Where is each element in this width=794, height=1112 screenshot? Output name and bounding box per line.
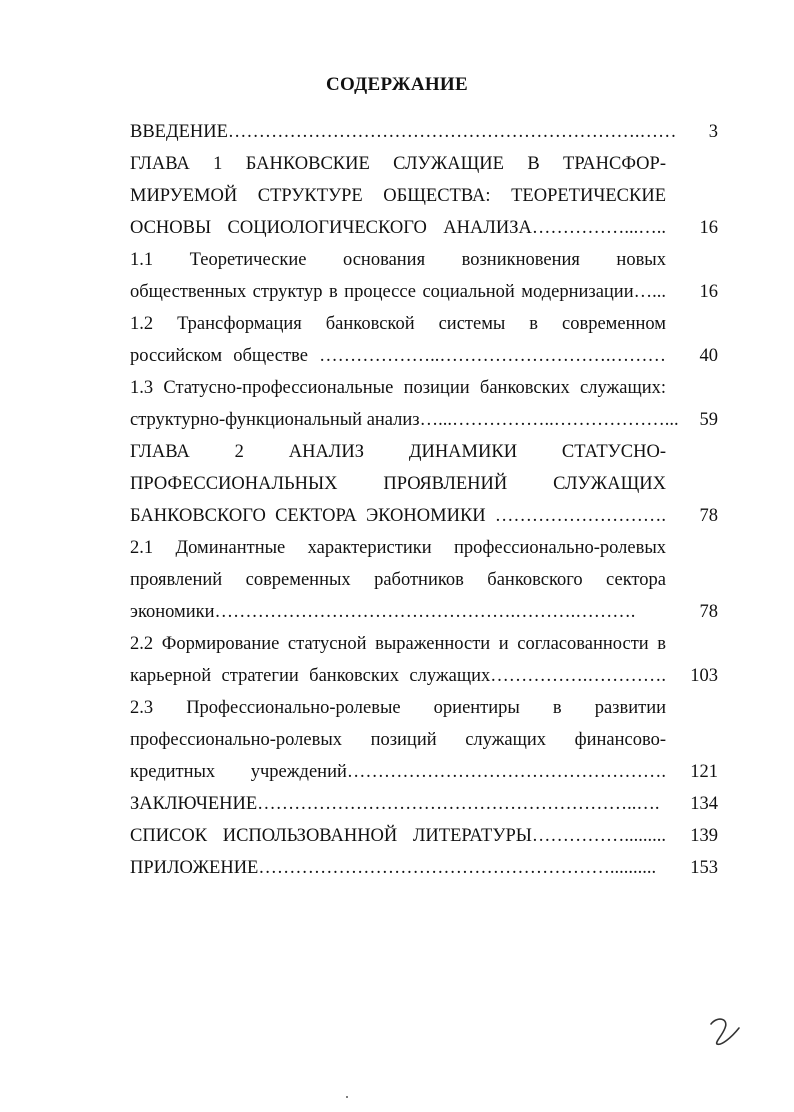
toc-entry-title — [130, 532, 666, 628]
toc-page-number: 78 — [699, 506, 718, 526]
toc-entry-line: ПРИЛОЖЕНИЕ………………………………………………….......... — [130, 858, 657, 878]
toc-page-number: 16 — [699, 218, 718, 238]
toc-entry — [130, 532, 720, 628]
toc-entry-title — [130, 244, 666, 308]
toc-entry — [130, 852, 720, 884]
toc-entry-title — [130, 308, 666, 372]
toc-entry-title — [130, 788, 666, 820]
toc-entry-line: 1.3 Статусно-профессиональные позиции банковских служащих: — [130, 378, 666, 398]
toc-entry-line: 1.2 Трансформация банковской системы в современном — [130, 314, 666, 334]
toc-entry-line: экономики………………………………………….……….………. — [130, 602, 636, 622]
toc-entry-line: ГЛАВА 1 БАНКОВСКИЕ СЛУЖАЩИЕ В ТРАНСФОР- — [130, 154, 666, 174]
toc-entry-line: МИРУЕМОЙ СТРУКТУРЕ ОБЩЕСТВА: ТЕОРЕТИЧЕСКИЕ — [130, 186, 666, 206]
toc-page-number: 3 — [708, 122, 718, 142]
toc-entry-line: общественных структур в процессе социальной модернизации…... — [130, 282, 666, 302]
toc-entry-line: ВВЕДЕНИЕ………………………………………………………….…… — [130, 122, 677, 142]
toc-entry-line: структурно-функциональный анализ…...……………..………………... — [130, 410, 679, 430]
scan-speck — [346, 1096, 348, 1098]
toc-entry — [130, 116, 720, 148]
toc-entry-line: 2.1 Доминантные характеристики профессионально-ролевых — [130, 538, 666, 558]
toc-entry-title — [130, 692, 666, 788]
toc-entry-title — [130, 852, 666, 884]
toc-entry-line: российском обществе ………………..……………………….……… — [130, 346, 666, 366]
toc-page-number: 103 — [690, 666, 718, 686]
toc-entry-title — [130, 436, 666, 532]
toc-page-number: 16 — [699, 282, 718, 302]
toc-entry-line: карьерной стратегии банковских служащих…………….…………. — [130, 666, 666, 686]
toc-entry — [130, 372, 720, 436]
toc-page-number: 139 — [690, 826, 718, 846]
toc-entry-line: проявлений современных работников банковского сектора — [130, 570, 666, 590]
toc-entry-title — [130, 148, 666, 244]
toc-entry-title — [130, 820, 666, 852]
toc-entry-line: ПРОФЕССИОНАЛЬНЫХ ПРОЯВЛЕНИЙ СЛУЖАЩИХ — [130, 474, 666, 494]
page-title: СОДЕРЖАНИЕ — [326, 74, 468, 95]
toc-entry-line: БАНКОВСКОГО СЕКТОРА ЭКОНОМИКИ ………………………. — [130, 506, 666, 526]
toc-entry — [130, 244, 720, 308]
toc-entry-title — [130, 372, 679, 436]
toc-entry — [130, 436, 720, 532]
toc-entry — [130, 788, 720, 820]
toc-entry — [130, 148, 720, 244]
toc-page-number: 121 — [690, 762, 718, 782]
toc-entry-line: ОСНОВЫ СОЦИОЛОГИЧЕСКОГО АНАЛИЗА……………...….. — [130, 218, 666, 238]
toc-page-number: 59 — [699, 410, 718, 430]
toc-entry — [130, 628, 720, 692]
toc-entry-title — [130, 628, 666, 692]
toc-entry — [130, 308, 720, 372]
toc-page-number: 40 — [699, 346, 718, 366]
toc-page-number: 134 — [690, 794, 718, 814]
toc-entry-line: профессионально-ролевых позиций служащих финансово- — [130, 730, 666, 750]
toc-entry-line: 2.3 Профессионально-ролевые ориентиры в развитии — [130, 698, 666, 718]
toc-page-number: 78 — [699, 602, 718, 622]
toc-entry-line: ЗАКЛЮЧЕНИЕ……………………………………………………..…. — [130, 794, 660, 814]
handwritten-page-number — [705, 1014, 745, 1050]
toc-entry — [130, 692, 720, 788]
toc-entry-line: ГЛАВА 2 АНАЛИЗ ДИНАМИКИ СТАТУСНО- — [130, 442, 666, 462]
toc-entry — [130, 820, 720, 852]
table-of-contents — [130, 116, 720, 884]
toc-entry-line: кредитных учреждений……………………………………………. — [130, 762, 666, 782]
toc-entry-line: 2.2 Формирование статусной выраженности и согласованности в — [130, 634, 666, 654]
toc-entry-line: СПИСОК ИСПОЛЬЗОВАННОЙ ЛИТЕРАТУРЫ……………......... — [130, 826, 666, 846]
toc-entry-title — [130, 116, 677, 148]
toc-entry-line: 1.1 Теоретические основания возникновения новых — [130, 250, 666, 270]
toc-page-number: 153 — [690, 858, 718, 878]
